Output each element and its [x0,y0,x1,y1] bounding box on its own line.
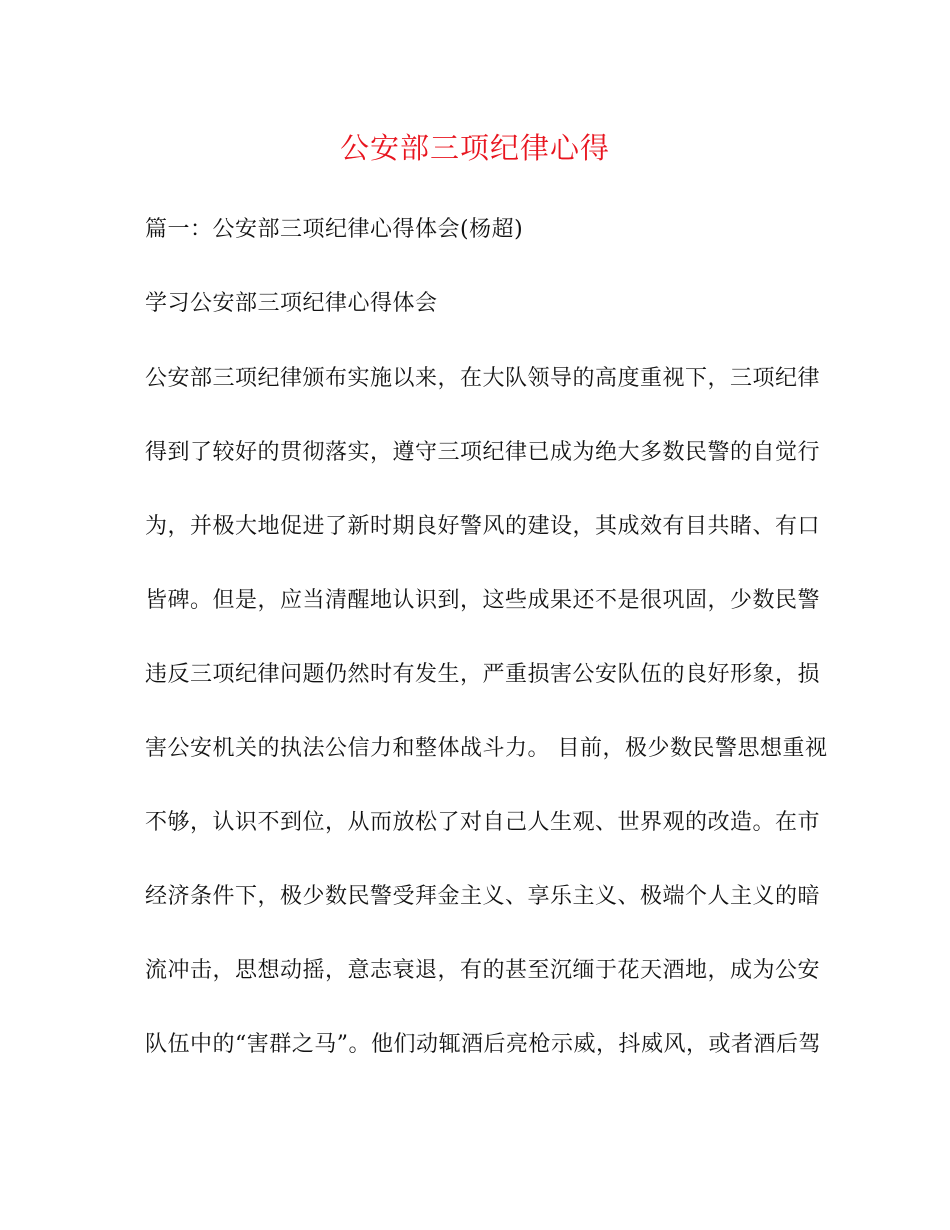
body-line: 为，并极大地促进了新时期良好警风的建设，其成效有目共睹、有口 [145,514,821,539]
body-line: 害公安机关的执法公信力和整体战斗力。 目前，极少数民警思想重视 [145,736,828,761]
body-line: 不够，认识不到位，从而放松了对自己人生观、世界观的改造。在市 [145,810,821,835]
body-line: 公安部三项纪律颁布实施以来，在大队领导的高度重视下，三项纪律 [145,366,821,391]
body-line: 皆碑。但是，应当清醒地认识到，这些成果还不是很巩固，少数民警 [145,588,821,613]
document-title: 公安部三项纪律心得 [339,131,610,165]
body-line: 队伍中的“害群之马”。他们动辄酒后亮枪示威，抖威风，或者酒后驾 [145,1032,821,1057]
subheading: 学习公安部三项纪律心得体会 [145,291,438,316]
body-line: 流冲击，思想动摇，意志衰退，有的甚至沉缅于花天酒地，成为公安 [145,958,821,983]
body-line: 经济条件下，极少数民警受拜金主义、享乐主义、极端个人主义的暗 [145,884,821,909]
body-line: 得到了较好的贯彻落实，遵守三项纪律已成为绝大多数民警的自觉行 [145,440,821,465]
body-text [145,363,828,1103]
section-heading: 篇一：公安部三项纪律心得体会(杨超) [145,217,524,242]
body-line: 违反三项纪律问题仍然时有发生，严重损害公安队伍的良好形象，损 [145,662,821,687]
